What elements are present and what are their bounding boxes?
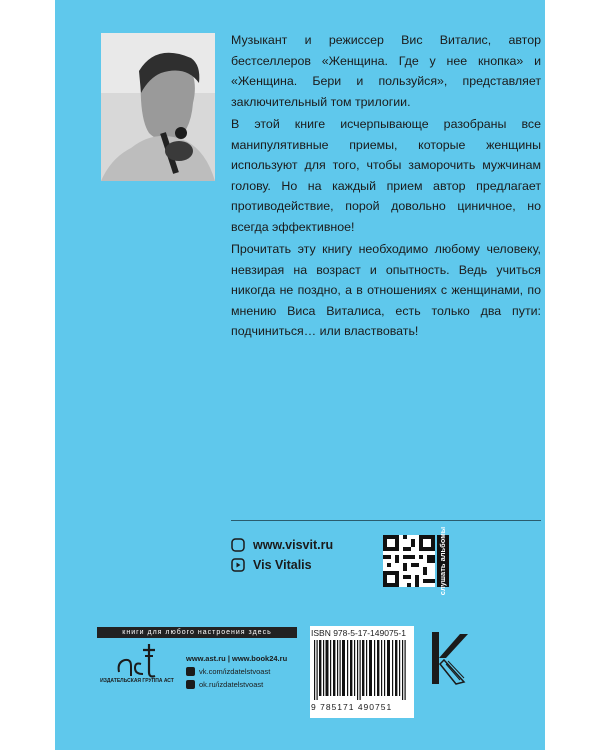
youtube-label: Vis Vitalis [253, 558, 312, 572]
publisher-contacts [186, 652, 287, 691]
publisher-vk-label: vk.com/izdatelstvoast [199, 667, 271, 676]
publisher-ok-label: ok.ru/izdatelstvoast [199, 680, 264, 689]
qr-code-icon [383, 535, 435, 587]
qr-side-label [437, 526, 449, 596]
slogan-band: книги для любого настроения здесь [97, 627, 297, 638]
k-logo-icon [430, 630, 470, 688]
divider [231, 520, 541, 521]
description-paragraph: Прочитать эту книгу необходимо любому человеку, невзирая на возраст и опытность. Ведь учиться никогда не поздно, а в отношениях с женщинами, по мнению Виса Виталиса, есть только два пути: подчиниться… или властвовать! [231, 242, 541, 338]
isbn-text: ISBN 978-5-17-149075-1 [311, 628, 406, 638]
publisher-web-links[interactable]: www.ast.ru | www.book24.ru [186, 654, 288, 663]
ast-logo-icon [115, 642, 159, 682]
k-publisher-logo [430, 630, 470, 688]
publisher-ok-link[interactable] [186, 678, 287, 691]
publisher-caption: ИЗДАТЕЛЬСКАЯ ГРУППА АСТ [100, 678, 174, 684]
publisher-vk-link[interactable] [186, 665, 287, 678]
qr-label-text: слушать альбомы [438, 526, 447, 596]
website-label: www.visvit.ru [253, 538, 334, 552]
barcode-number: 9 785171 490751 [311, 702, 393, 712]
author-photo [101, 33, 215, 181]
instagram-icon [231, 538, 245, 552]
author-photo-illustration [101, 33, 215, 181]
vk-icon [186, 667, 195, 676]
book-description [231, 30, 541, 344]
website-link[interactable] [231, 538, 333, 552]
qr-code[interactable] [383, 535, 435, 587]
youtube-icon [231, 558, 245, 572]
description-paragraph: В этой книге исчерпывающе разобраны все манипулятивные приемы, которые женщины используют для того, чтобы заморочить мужчинам голову. Но на каждый прием автор предлагает противодействие, порой довольно циничное, но всегда эффективное! [231, 117, 541, 234]
youtube-link[interactable] [231, 558, 312, 572]
ok-icon [186, 680, 195, 689]
description-paragraph: Музыкант и режиссер Вис Виталис, автор бестселлеров «Женщина. Где у нее кнопка» и «Женщина. Бери и пользуйся», представляет заключительный том трилогии. [231, 33, 541, 109]
